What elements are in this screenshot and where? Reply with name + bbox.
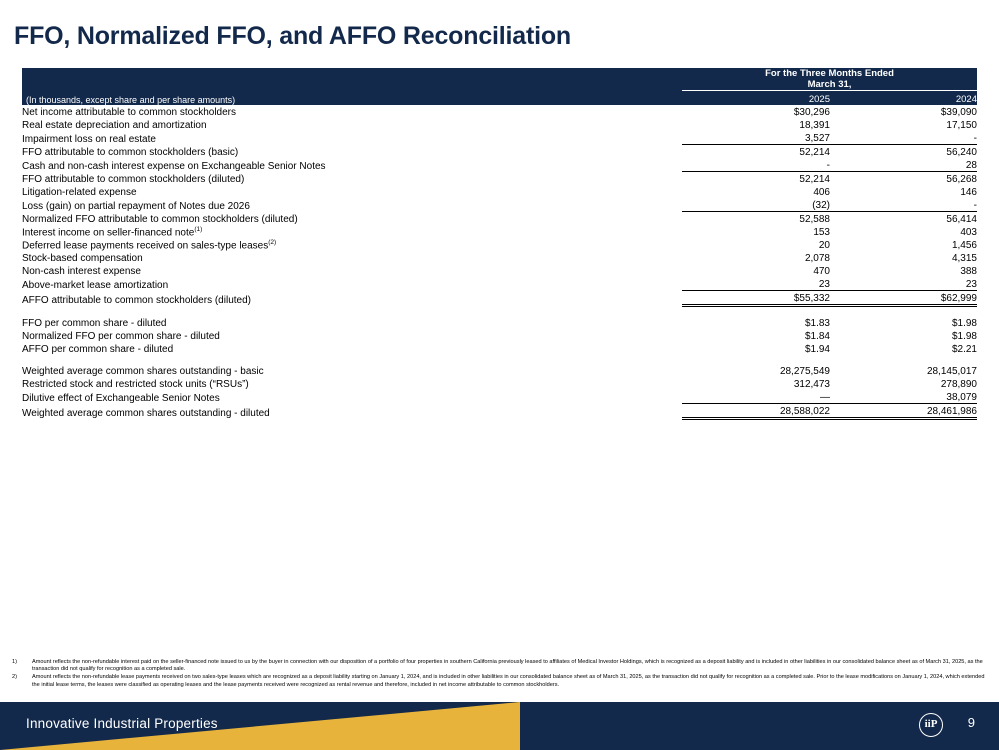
table-header-group: [22, 68, 977, 105]
row-label: FFO attributable to common stockholders (basic): [22, 147, 239, 158]
table-row: [22, 105, 977, 118]
row-value-2024: 278,890: [940, 379, 977, 390]
row-label: Net income attributable to common stockholders: [22, 107, 236, 118]
row-label: Dilutive effect of Exchangeable Senior Notes: [22, 392, 220, 404]
row-value-2024: 38,079: [830, 390, 977, 404]
table-row: [22, 316, 977, 329]
row-value-2024: 4,315: [951, 253, 977, 264]
table-row: [22, 377, 977, 390]
row-value-2025: $1.83: [804, 318, 830, 329]
units-note: (In thousands, except share and per share amounts): [22, 91, 682, 106]
table-row: [22, 364, 977, 377]
row-value-2024: $62,999: [830, 291, 977, 306]
header-period-label: [682, 68, 977, 91]
table-spacer-row: [22, 355, 977, 364]
row-label: Real estate depreciation and amortization: [22, 120, 207, 131]
row-value-2025: 52,214: [799, 147, 830, 158]
table-row: [22, 277, 977, 291]
footnote-1: [8, 659, 988, 673]
row-value-2025: 23: [682, 277, 830, 291]
table-row: [22, 264, 977, 277]
table-row: [22, 185, 977, 198]
table-row: [22, 158, 977, 172]
row-value-2024: 17,150: [946, 120, 977, 131]
table-row: [22, 404, 977, 419]
table-body: [22, 105, 977, 419]
row-value-2025: $30,296: [793, 107, 830, 118]
footnote-marker: (1): [194, 225, 203, 233]
row-value-2024: $1.98: [951, 318, 977, 329]
table-header-period-row: [22, 68, 977, 91]
column-header-2024: 2024: [830, 91, 977, 106]
footnotes: [8, 659, 988, 690]
table-row: [22, 118, 977, 131]
table-row: [22, 172, 977, 186]
row-value-2024: 56,240: [946, 147, 977, 158]
row-value-2025: 28,275,549: [779, 366, 830, 377]
row-value-2025: 312,473: [793, 379, 830, 390]
row-value-2024: -: [830, 198, 977, 212]
header-blank-cell: [22, 68, 682, 91]
footnote-1-number: 1): [12, 659, 17, 665]
row-label: AFFO attributable to common stockholders (diluted): [22, 294, 251, 306]
column-header-2025: 2025: [682, 91, 830, 106]
header-period-line2: March 31,: [807, 79, 852, 90]
row-value-2024: 1,456: [951, 240, 977, 251]
spacer-cell: [22, 306, 977, 317]
row-label: Cash and non-cash interest expense on Exchangeable Senior Notes: [22, 160, 326, 172]
row-value-2025: 52,214: [799, 174, 830, 185]
row-value-2025: 28,588,022: [682, 404, 830, 419]
row-value-2025: $1.94: [804, 344, 830, 355]
table-row: [22, 131, 977, 145]
row-value-2025: 52,588: [799, 214, 830, 225]
row-value-2024: $1.98: [951, 331, 977, 342]
row-value-2025: —: [682, 390, 830, 404]
header-period-line1: For the Three Months Ended: [765, 68, 894, 79]
footnote-2-number: 2): [12, 674, 17, 681]
row-value-2024: 28,145,017: [926, 366, 977, 377]
row-value-2024: 56,268: [946, 174, 977, 185]
table-header-year-row: [22, 91, 977, 106]
row-value-2025: 153: [813, 227, 830, 238]
table-spacer-row: [22, 306, 977, 317]
page-title: FFO, Normalized FFO, and AFFO Reconciliation: [14, 22, 571, 50]
row-value-2024: 403: [960, 227, 977, 238]
row-label: Normalized FFO attributable to common stockholders (diluted): [22, 214, 298, 225]
row-value-2025: 2,078: [804, 253, 830, 264]
row-value-2025: 406: [813, 187, 830, 198]
table-row: [22, 212, 977, 226]
table-row: [22, 198, 977, 212]
footnote-2: [8, 674, 988, 688]
row-value-2025: 20: [818, 240, 830, 251]
row-value-2024: 56,414: [946, 214, 977, 225]
row-label: Weighted average common shares outstanding - diluted: [22, 407, 270, 419]
table-row: [22, 291, 977, 306]
row-label: Litigation-related expense: [22, 187, 137, 198]
footnote-2-text: Amount reflects the non-refundable lease payments received on two sales-type leases which are recognized as a deposit liability starting on January 1, 2024, and is included in other liabilities in our consolidated balance sheet as of March 31, 2025, as the transaction did not qualify for recognition as a completed sale. Prior to the lease modifications on January 1, 2024, which extended the initial lease terms, the leases were classified as operating leases and the lease payments received were recognized as rental revenue and therefore, included in net income attributable to common stockholders.: [32, 674, 985, 688]
row-value-2025: $55,332: [682, 291, 830, 306]
row-label: Interest income on seller-financed note$^{(1)}$: [22, 225, 203, 238]
footnote-marker: (2): [268, 238, 277, 246]
table-row: [22, 225, 977, 238]
row-label: Loss (gain) on partial repayment of Notes due 2026: [22, 200, 250, 212]
ffo-reconciliation-table: [22, 68, 977, 420]
company-name: Innovative Industrial Properties: [26, 716, 218, 731]
page-number: 9: [967, 715, 975, 730]
row-value-2024: 28,461,986: [830, 404, 977, 419]
table-row: [22, 251, 977, 264]
row-value-2024: 28: [830, 158, 977, 172]
row-label: FFO per common share - diluted: [22, 318, 167, 329]
row-label: Weighted average common shares outstanding - basic: [22, 366, 264, 377]
row-label: FFO attributable to common stockholders (diluted): [22, 174, 245, 185]
table-row: [22, 329, 977, 342]
table-row: [22, 238, 977, 251]
row-label: Deferred lease payments received on sales-type leases$^{(2)}$: [22, 238, 277, 251]
row-label: Normalized FFO per common share - diluted: [22, 331, 220, 342]
table-row: [22, 390, 977, 404]
footnote-1-text: Amount reflects the non-refundable interest paid on the seller-financed note issued to us by the buyer in connection with our disposition of a portfolio of four properties in southern California previously leased to affiliates of Medical Investor Holdings, which is recognized as a deposit liability and is included in other liabilities in our consolidated balance sheet as of March 31, 2025, as the transaction did not qualify for recognition as a completed sale.: [32, 659, 983, 673]
row-value-2025: 470: [813, 266, 830, 277]
row-label: Above-market lease amortization: [22, 279, 169, 291]
table-row: [22, 145, 977, 159]
row-value-2024: 146: [960, 187, 977, 198]
row-value-2025: -: [682, 158, 830, 172]
row-label: Restricted stock and restricted stock units (“RSUs”): [22, 379, 249, 390]
table-row: [22, 342, 977, 355]
company-logo-icon: iiP: [919, 713, 943, 737]
row-label: Impairment loss on real estate: [22, 133, 156, 145]
row-value-2025: (32): [682, 198, 830, 212]
row-label: Stock-based compensation: [22, 253, 143, 264]
row-value-2024: 388: [960, 266, 977, 277]
row-value-2025: 18,391: [799, 120, 830, 131]
row-value-2025: $1.84: [804, 331, 830, 342]
row-value-2024: 23: [830, 277, 977, 291]
row-value-2025: 3,527: [682, 131, 830, 145]
slide-footer: [0, 702, 999, 750]
row-value-2024: $39,090: [940, 107, 977, 118]
row-value-2024: $2.21: [951, 344, 977, 355]
row-value-2024: -: [830, 131, 977, 145]
spacer-cell: [22, 355, 977, 364]
row-label: AFFO per common share - diluted: [22, 344, 174, 355]
row-label: Non-cash interest expense: [22, 266, 141, 277]
